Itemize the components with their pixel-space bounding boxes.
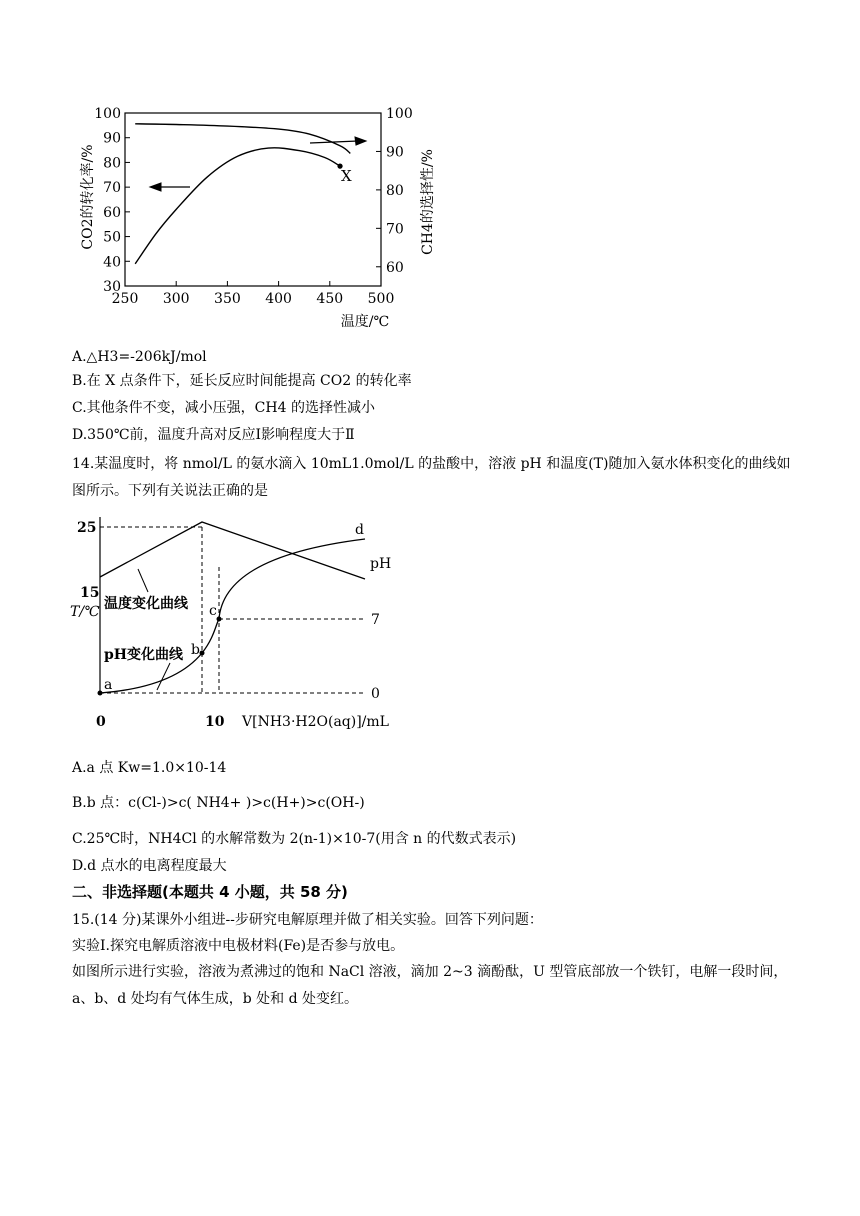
y-right-tick-label: 70 — [386, 221, 404, 238]
y-left-tick-label: 60 — [103, 204, 121, 221]
chart-titration — [70, 512, 400, 737]
point-a-label: a — [104, 677, 113, 693]
q14-stem — [72, 451, 792, 505]
ch4-selectivity-line — [135, 124, 350, 154]
y-right-tick-0: 0 — [371, 686, 380, 702]
chart-arrows — [150, 137, 366, 191]
ph-curve — [100, 539, 365, 693]
point-a — [98, 691, 103, 696]
y-right-tick-7: 7 — [371, 612, 380, 628]
y-left-tick-label: 70 — [103, 180, 121, 197]
q14-option-c-text: C.25℃时，NH4Cl 的水解常数为 2(n-1)×10-7(用含 n 的代数式表示) — [72, 831, 517, 847]
x-tick-label: 450 — [316, 291, 344, 307]
experiment-1-title — [72, 936, 404, 956]
q14-option-c — [72, 829, 516, 849]
y-axis-left-label: T/℃ — [70, 604, 100, 620]
q13-option-c — [72, 398, 375, 418]
chart-ticks — [94, 106, 412, 307]
point-x-label: X — [341, 167, 352, 185]
y-right-tick-label: 100 — [386, 106, 413, 122]
x-axis-label: 温度/℃ — [340, 314, 390, 330]
y-left-tick-label: 40 — [103, 254, 121, 271]
x-tick-label: 400 — [265, 291, 292, 307]
q14-option-b — [72, 793, 365, 813]
temperature-curve-label: 温度变化曲线 — [104, 596, 188, 612]
chart-series — [135, 124, 350, 264]
q14-option-a — [72, 758, 226, 778]
point-d-label: d — [355, 522, 364, 538]
x-axis-label: V[NH3·H2O(aq)]/mL — [242, 714, 389, 730]
point-b-label: b — [191, 642, 200, 658]
y-left-tick-label: 80 — [103, 155, 121, 172]
q14-option-d — [72, 856, 227, 876]
y-left-tick-25: 25 — [77, 520, 97, 536]
q13-option-a — [72, 347, 207, 367]
section-heading-text: 二、非选择题(本题共 4 小题，共 58 分) — [72, 883, 348, 901]
y-left-tick-15: 15 — [80, 585, 100, 601]
x-tick-0: 0 — [96, 714, 106, 730]
q13-option-b — [72, 371, 412, 391]
x-tick-label: 350 — [214, 291, 241, 307]
q14-stem-text: 14.某温度时，将 nmol/L 的氨水滴入 10mL1.0mol/L 的盐酸中，溶液 pH 和温度(T)随加入氨水体积变化的曲线如图所示。下列有关说法正确的是 — [72, 456, 791, 499]
q14-option-d-text: D.d 点水的电离程度最大 — [72, 858, 227, 874]
chart-co2-conversion — [70, 100, 450, 335]
label-leaders — [138, 569, 170, 690]
y-left-tick-label: 100 — [94, 106, 121, 122]
y-left-tick-label: 50 — [103, 229, 121, 246]
q15-stem-text: 15.(14 分)某课外小组进--步研究电解原理并做了相关实验。回答下列问题： — [72, 912, 543, 928]
y-axis-right-label: pH — [370, 556, 392, 572]
plot-border — [125, 113, 381, 286]
q13-option-d-text: D.350℃前，温度升高对反应Ⅰ影响程度大于Ⅱ — [72, 427, 355, 443]
x-tick-10: 10 — [205, 714, 225, 730]
experiment-1-description — [72, 959, 792, 1013]
experiment-1-title-text: 实验Ⅰ.探究电解质溶液中电极材料(Fe)是否参与放电。 — [72, 938, 405, 954]
q14-option-b-text: B.b 点：c(Cl-)>c( NH4+ )>c(H+)>c(OH-) — [72, 795, 365, 811]
y-right-tick-label: 60 — [386, 259, 404, 276]
chart-frame — [125, 113, 381, 286]
point-b — [200, 651, 205, 656]
y-axis-left-label: CO2的转化率/% — [80, 144, 96, 250]
section-heading — [72, 882, 348, 902]
point-c-label: c — [209, 603, 217, 619]
y-right-tick-label: 90 — [386, 144, 404, 161]
experiment-1-description-text: 如图所示进行实验，溶液为煮沸过的饱和 NaCl 溶液，滴加 2~3 滴酚酞，U 型管底部放一个铁钉，电解一段时间，a、b、d 处均有气体生成，b 处和 d 处变红。 — [72, 964, 788, 1007]
x-tick-label: 250 — [111, 291, 139, 307]
x-tick-label: 500 — [367, 291, 395, 307]
x-tick-label: 300 — [162, 291, 190, 307]
y-axis-right-label: CH4的选择性/% — [420, 149, 436, 255]
y-left-tick-label: 90 — [103, 130, 121, 147]
q14-option-a-text: A.a 点 Kw=1.0×10-14 — [72, 760, 227, 776]
co2-conversion-line — [135, 148, 340, 264]
q13-option-d — [72, 425, 355, 445]
q13-option-c-text: C.其他条件不变，减小压强，CH4 的选择性减小 — [72, 400, 375, 416]
q13-option-b-text: B.在 X 点条件下，延长反应时间能提高 CO2 的转化率 — [72, 373, 412, 389]
y-left-tick-label: 30 — [103, 279, 121, 295]
point-c — [217, 617, 222, 622]
q15-stem — [72, 910, 543, 930]
temperature-curve — [100, 522, 365, 579]
q13-option-a-text: A.△H3=-206kJ/mol — [72, 349, 207, 365]
y-right-tick-label: 80 — [386, 182, 404, 199]
ph-curve-label: pH变化曲线 — [104, 647, 184, 663]
